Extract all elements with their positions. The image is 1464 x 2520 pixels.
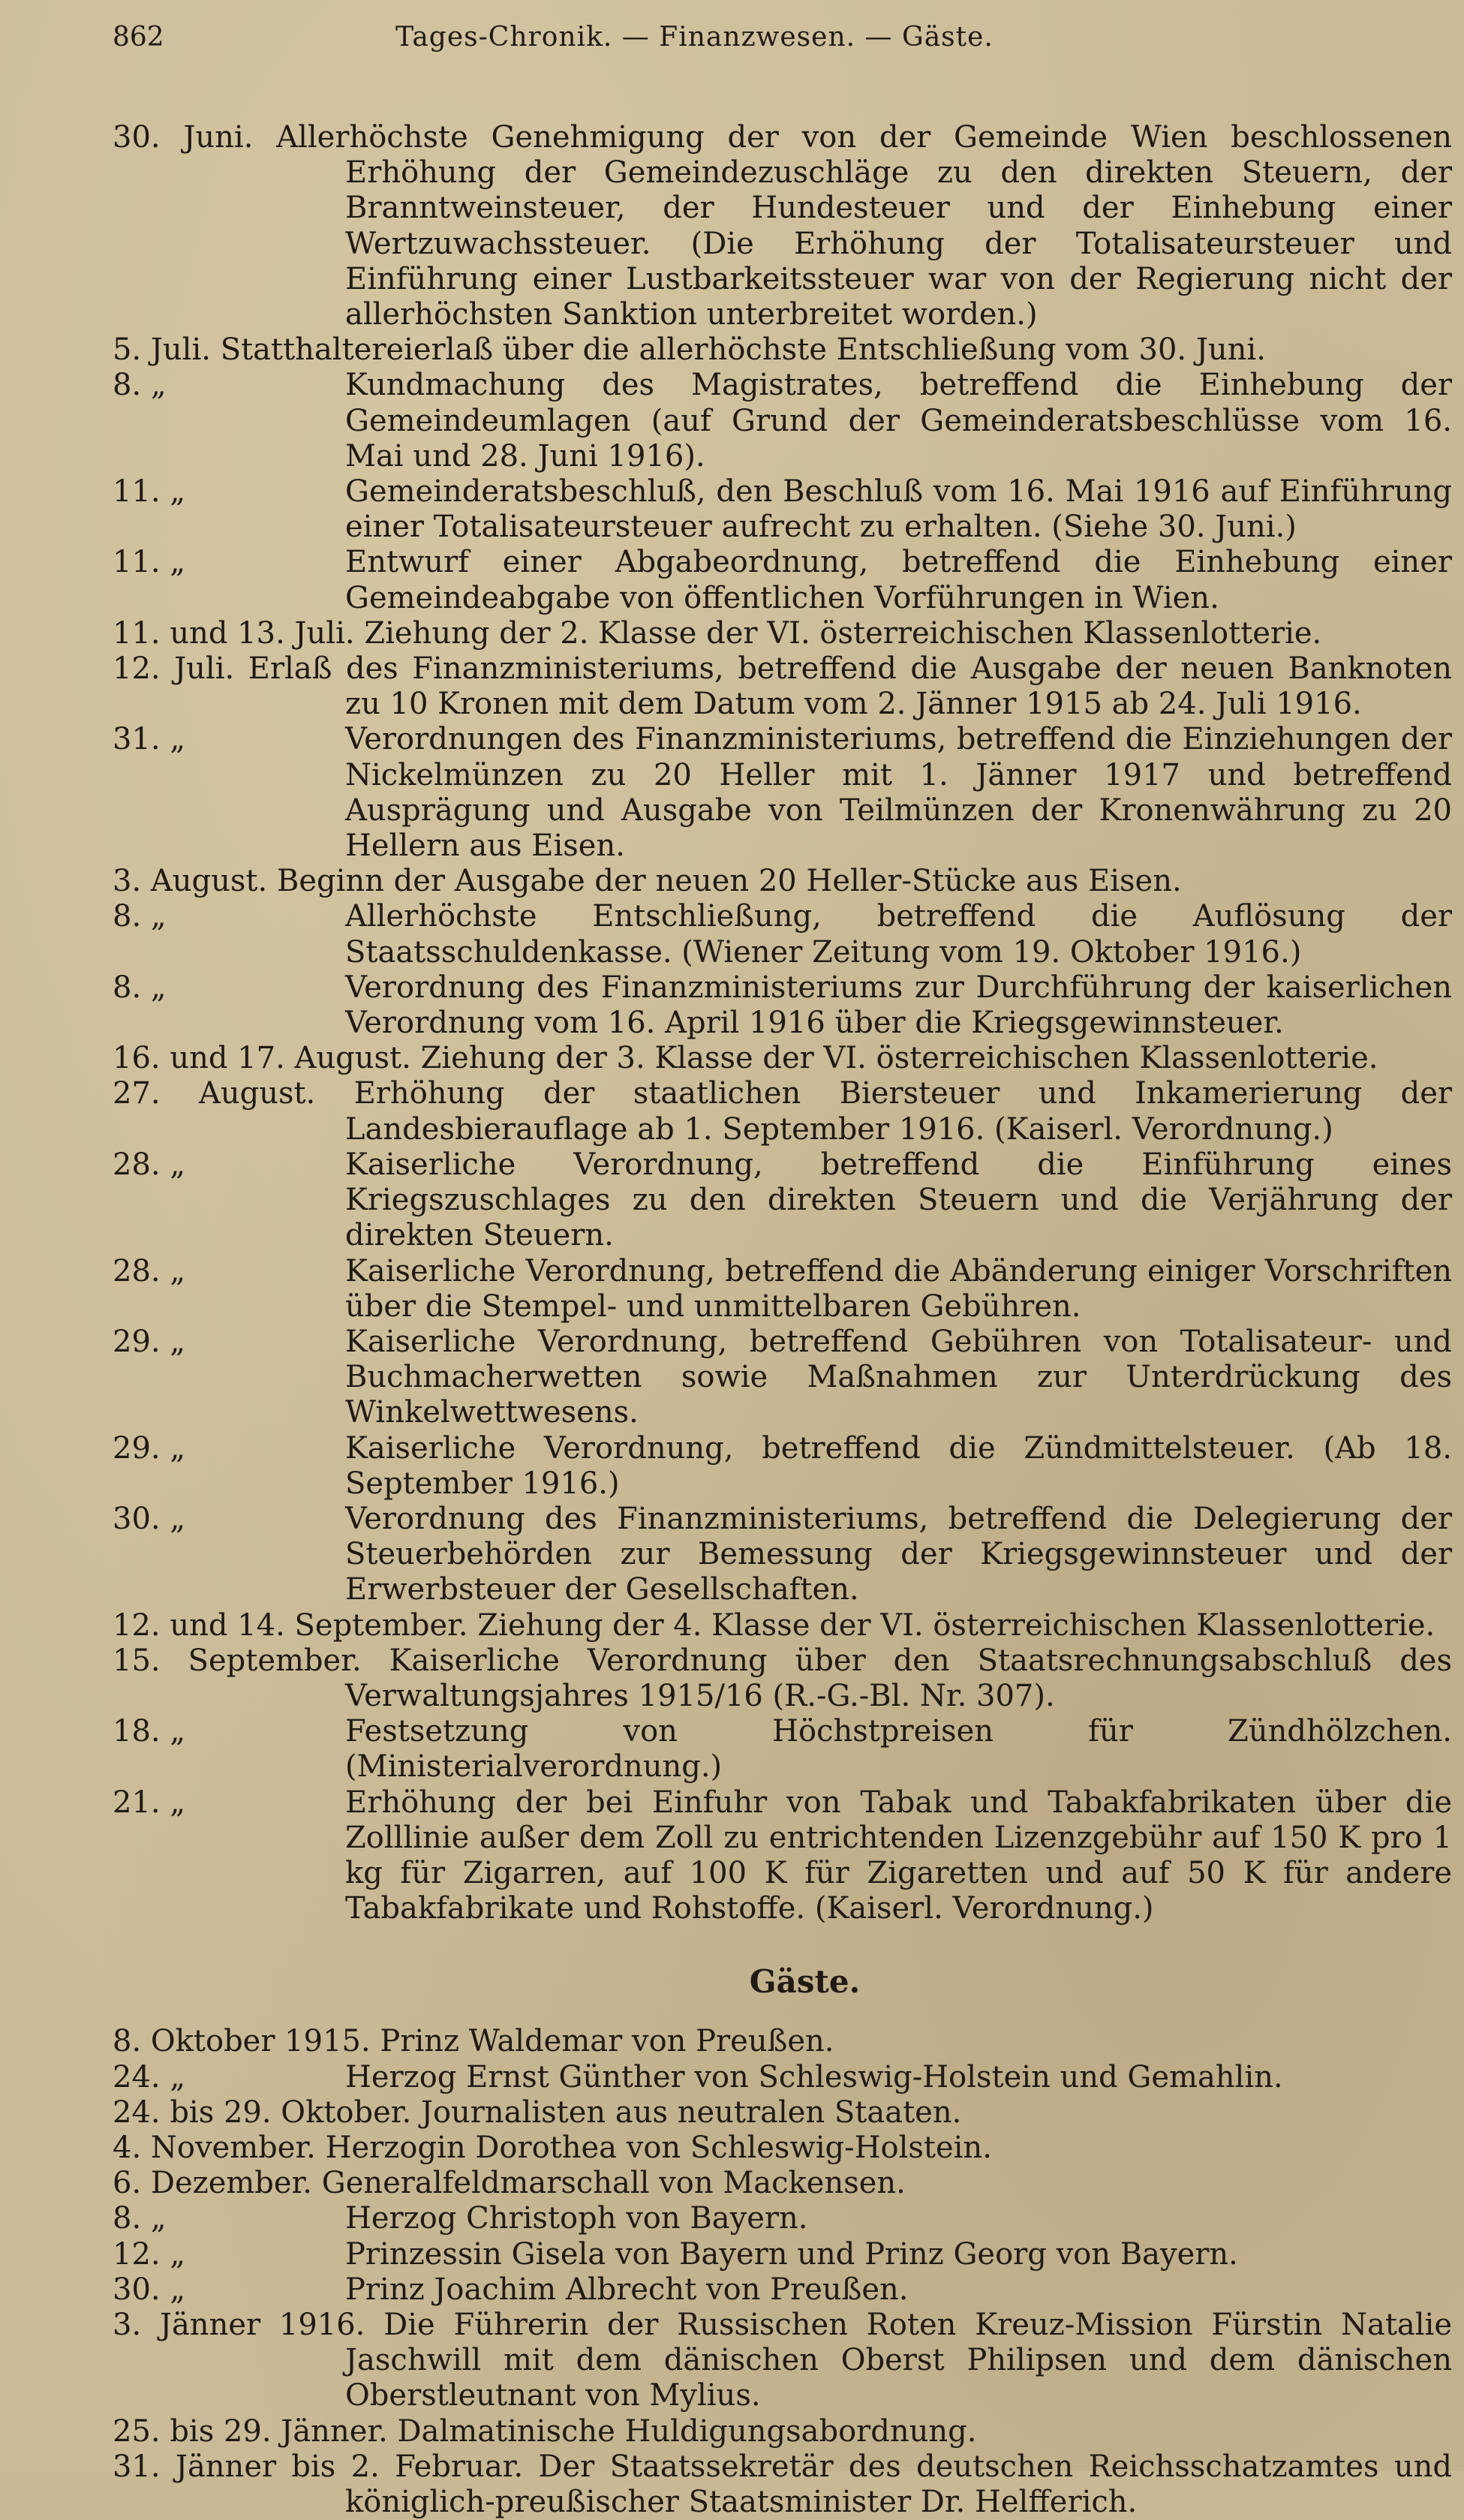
- chronicle-entry: [113, 1502, 1452, 1608]
- chronicle-entry: [113, 368, 1452, 474]
- entry-text: Die Führerin der Russischen Roten Kreuz-Mission Fürstin Natalie Jaschwill mit dem dänischen Oberst Philipsen und dem dänischen Oberstleutnant von Mylius.: [345, 2307, 1453, 2413]
- running-head: Tages-Chronik. — Finanzwesen. — Gäste.: [395, 21, 994, 53]
- entry-text: Statthaltereierlaß über die allerhöchste Entschließung vom 30. Juni.: [220, 332, 1266, 368]
- chronicle-entry: [113, 1076, 1452, 1147]
- entry-text: Erlaß des Finanzministeriums, betreffend die Ausgabe der neuen Banknoten zu 10 Kronen mit dem Datum vom 2. Jänner 1915 ab 24. Juli 1916.: [248, 651, 1452, 722]
- entry-text: Kaiserliche Verordnung, betreffend die Abänderung einiger Vorschriften über die Stempel- und unmittelbaren Gebühren.: [345, 1253, 1452, 1324]
- chronicle-entry: [113, 651, 1452, 722]
- chronicle-entry: [113, 120, 1452, 332]
- entry-date: 24. bis 29. Oktober.: [113, 2094, 412, 2130]
- entry-text: Herzog Christoph von Bayern.: [345, 2201, 808, 2236]
- entry-date: 6. Dezember.: [113, 2166, 313, 2201]
- entry-text: Allerhöchste Genehmigung der von der Gemeinde Wien beschlossenen Erhöhung der Gemeindezuschläge zu den direkten Steuern, der Branntweinsteuer, der Hundesteuer und der Einhebung einer Wertzuwachssteuer. (Die Erhöhung der Totalisateursteuer und Einführung einer Lustbarkeitssteuer war von der Regierung nicht der allerhöchsten Sanktion unterbreitet worden.): [276, 120, 1452, 332]
- entry-date: 8. Oktober 1915.: [113, 2024, 371, 2059]
- entry-text: Ziehung der 3. Klasse der VI. österreichischen Klassenlotterie.: [420, 1041, 1378, 1076]
- entry-date: 12. Juli.: [113, 651, 235, 687]
- entry-date: 30. „: [113, 1501, 186, 1536]
- entry-date: 24. „: [113, 2059, 186, 2094]
- chronicle-entry: [113, 1325, 1452, 1431]
- entry-text: Prinzessin Gisela von Bayern und Prinz Georg von Bayern.: [345, 2236, 1238, 2272]
- entry-date: 12. und 14. September.: [113, 1607, 468, 1643]
- entry-text: Kaiserliche Verordnung, betreffend die Einführung eines Kriegszuschlages zu den direkten Steuern und die Verjährung der direkten Steuern.: [345, 1147, 1452, 1253]
- entry-text: Erhöhung der staatlichen Biersteuer und Inkamerierung der Landesbierauflage ab 1. September 1916. (Kaiserl. Verordnung.): [345, 1076, 1452, 1147]
- page-content: [113, 120, 1452, 2520]
- finance-chronicle-list: [113, 120, 1452, 1926]
- entry-date: 30. „: [113, 2272, 186, 2307]
- entry-text: Erhöhung der bei Einfuhr von Tabak und Tabakfabrikaten über die Zolllinie außer dem Zoll zu entrichtenden Lizenzgebühr auf 150 K pro 1 kg für Zigarren, auf 100 K für Zigaretten und auf 50 K für andere Tabakfabrikate und Rohstoffe. (Kaiserl. Verordnung.): [345, 1785, 1452, 1926]
- entry-text: Verordnungen des Finanzministeriums, betreffend die Einziehungen der Nickelmünzen zu 20 Heller mit 1. Jänner 1917 und betreffend Ausprägung und Ausgabe von Teilmünzen der Kronenwährung zu 20 Hellern aus Eisen.: [345, 722, 1452, 864]
- entry-text: Generalfeldmarschall von Mackensen.: [321, 2166, 906, 2201]
- entry-text: Ziehung der 4. Klasse der VI. österreichischen Klassenlotterie.: [477, 1607, 1435, 1643]
- entry-date: 8. „: [113, 970, 167, 1005]
- entry-date: 8. „: [113, 899, 167, 934]
- entry-date: 8. „: [113, 368, 167, 403]
- chronicle-entry: [113, 1714, 1452, 1785]
- entry-text: Festsetzung von Höchstpreisen für Zündhölzchen. (Ministerialverordnung.): [345, 1714, 1452, 1785]
- entry-text: Verordnung des Finanzministeriums, betreffend die Delegierung der Steuerbehörden zur Bemessung der Kriegsgewinnsteuer und der Erwerbsteuer der Gesellschaften.: [345, 1501, 1452, 1607]
- entry-date: 25. bis 29. Jänner.: [113, 2413, 388, 2449]
- entry-date: 16. und 17. August.: [113, 1041, 411, 1076]
- page-header: [113, 11, 1419, 63]
- entry-date: 11. „: [113, 545, 186, 580]
- chronicle-entry: [113, 332, 1452, 368]
- chronicle-entry: [113, 1785, 1452, 1927]
- entry-text: Journalisten aus neutralen Staaten.: [420, 2094, 962, 2130]
- page-number: 862: [113, 21, 164, 53]
- entry-text: Kaiserliche Verordnung über den Staatsrechnungsabschluß des Verwaltungsjahres 1915/16 (R.-G.-Bl. Nr. 307).: [345, 1643, 1452, 1713]
- chronicle-entry: [113, 1643, 1452, 1714]
- entry-date: 12. „: [113, 2236, 186, 2272]
- guest-entry: [113, 2449, 1452, 2520]
- entry-text: Kundmachung des Magistrates, betreffend die Einhebung der Gemeindeumlagen (auf Grund der Gemeinderatsbeschlüsse vom 16. Mai und 28. Juni 1916).: [345, 368, 1452, 474]
- guest-entry: [113, 2201, 1452, 2236]
- chronicle-entry: [113, 1041, 1452, 1076]
- entry-text: Kaiserliche Verordnung, betreffend Gebühren von Totalisateur- und Buchmacherwetten sowie Maßnahmen zur Unterdrückung des Winkelwettwesens.: [345, 1324, 1452, 1430]
- guests-section-title: Gäste.: [749, 1963, 861, 2001]
- entry-date: 15. September.: [113, 1643, 362, 1678]
- guest-entry: [113, 2308, 1452, 2414]
- chronicle-entry: [113, 474, 1452, 545]
- chronicle-entry: [113, 545, 1452, 615]
- entry-date: 11. „: [113, 474, 186, 510]
- entry-date: 27. August.: [113, 1076, 316, 1111]
- guest-entry: [113, 2131, 1452, 2166]
- guest-entry: [113, 2414, 1452, 2449]
- guest-entry: [113, 2237, 1452, 2272]
- entry-text: Herzog Ernst Günther von Schleswig-Holstein und Gemahlin.: [345, 2059, 1283, 2094]
- entry-date: 8. „: [113, 2201, 167, 2236]
- entry-date: 31. „: [113, 722, 186, 757]
- guest-entry: [113, 2060, 1452, 2095]
- chronicle-entry: [113, 1254, 1452, 1325]
- entry-date: 5. Juli.: [113, 332, 211, 368]
- entry-text: Dalmatinische Huldigungsabordnung.: [397, 2413, 977, 2449]
- chronicle-entry: [113, 616, 1452, 651]
- entry-text: Der Staatssekretär des deutschen Reichsschatzamtes und königlich-preußischer Staatsminister Dr. Helfferich.: [345, 2449, 1453, 2519]
- entry-date: 29. „: [113, 1430, 186, 1466]
- entry-text: Gemeinderatsbeschluß, den Beschluß vom 16. Mai 1916 auf Einführung einer Totalisateursteuer aufrecht zu erhalten. (Siehe 30. Juni.): [345, 474, 1452, 545]
- chronicle-entry: [113, 1608, 1452, 1643]
- entry-date: 31. Jänner bis 2. Februar.: [113, 2449, 524, 2484]
- entry-date: 3. August.: [113, 864, 268, 899]
- chronicle-entry: [113, 1147, 1452, 1254]
- entry-date: 4. November.: [113, 2130, 316, 2165]
- entry-text: Prinz Joachim Albrecht von Preußen.: [345, 2272, 909, 2307]
- entry-text: Beginn der Ausgabe der neuen 20 Heller-Stücke aus Eisen.: [276, 864, 1182, 899]
- entry-text: Kaiserliche Verordnung, betreffend die Zündmittelsteuer. (Ab 18. September 1916.): [345, 1430, 1452, 1501]
- guest-entry: [113, 2095, 1452, 2131]
- chronicle-entry: [113, 722, 1452, 864]
- entry-date: 28. „: [113, 1147, 186, 1182]
- entry-date: 28. „: [113, 1253, 186, 1289]
- entry-date: 11. und 13. Juli.: [113, 615, 355, 651]
- entry-text: Verordnung des Finanzministeriums zur Durchführung der kaiserlichen Verordnung vom 16. April 1916 über die Kriegsgewinnsteuer.: [345, 970, 1452, 1041]
- entry-date: 18. „: [113, 1714, 186, 1749]
- guest-entry: [113, 2272, 1452, 2308]
- chronicle-entry: [113, 899, 1452, 970]
- chronicle-entry: [113, 970, 1452, 1041]
- entry-date: 21. „: [113, 1785, 186, 1820]
- entry-text: Ziehung der 2. Klasse der VI. österreichischen Klassenlotterie.: [364, 615, 1322, 651]
- guest-entry: [113, 2024, 1452, 2059]
- entry-date: 29. „: [113, 1324, 186, 1359]
- guest-entry: [113, 2166, 1452, 2201]
- entry-text: Prinz Waldemar von Preußen.: [380, 2024, 834, 2059]
- entry-text: Allerhöchste Entschließung, betreffend die Auflösung der Staatsschuldenkasse. (Wiener Zeitung vom 19. Oktober 1916.): [345, 899, 1452, 970]
- chronicle-entry: [113, 864, 1452, 899]
- entry-text: Entwurf einer Abgabeordnung, betreffend die Einhebung einer Gemeindeabgabe von öffentlichen Vorführungen in Wien.: [345, 545, 1452, 615]
- entry-date: 3. Jänner 1916.: [113, 2307, 365, 2342]
- entry-date: 30. Juni.: [113, 120, 254, 155]
- guests-list: [113, 2024, 1452, 2520]
- chronicle-entry: [113, 1431, 1452, 1502]
- entry-text: Herzogin Dorothea von Schleswig-Holstein.: [325, 2130, 992, 2165]
